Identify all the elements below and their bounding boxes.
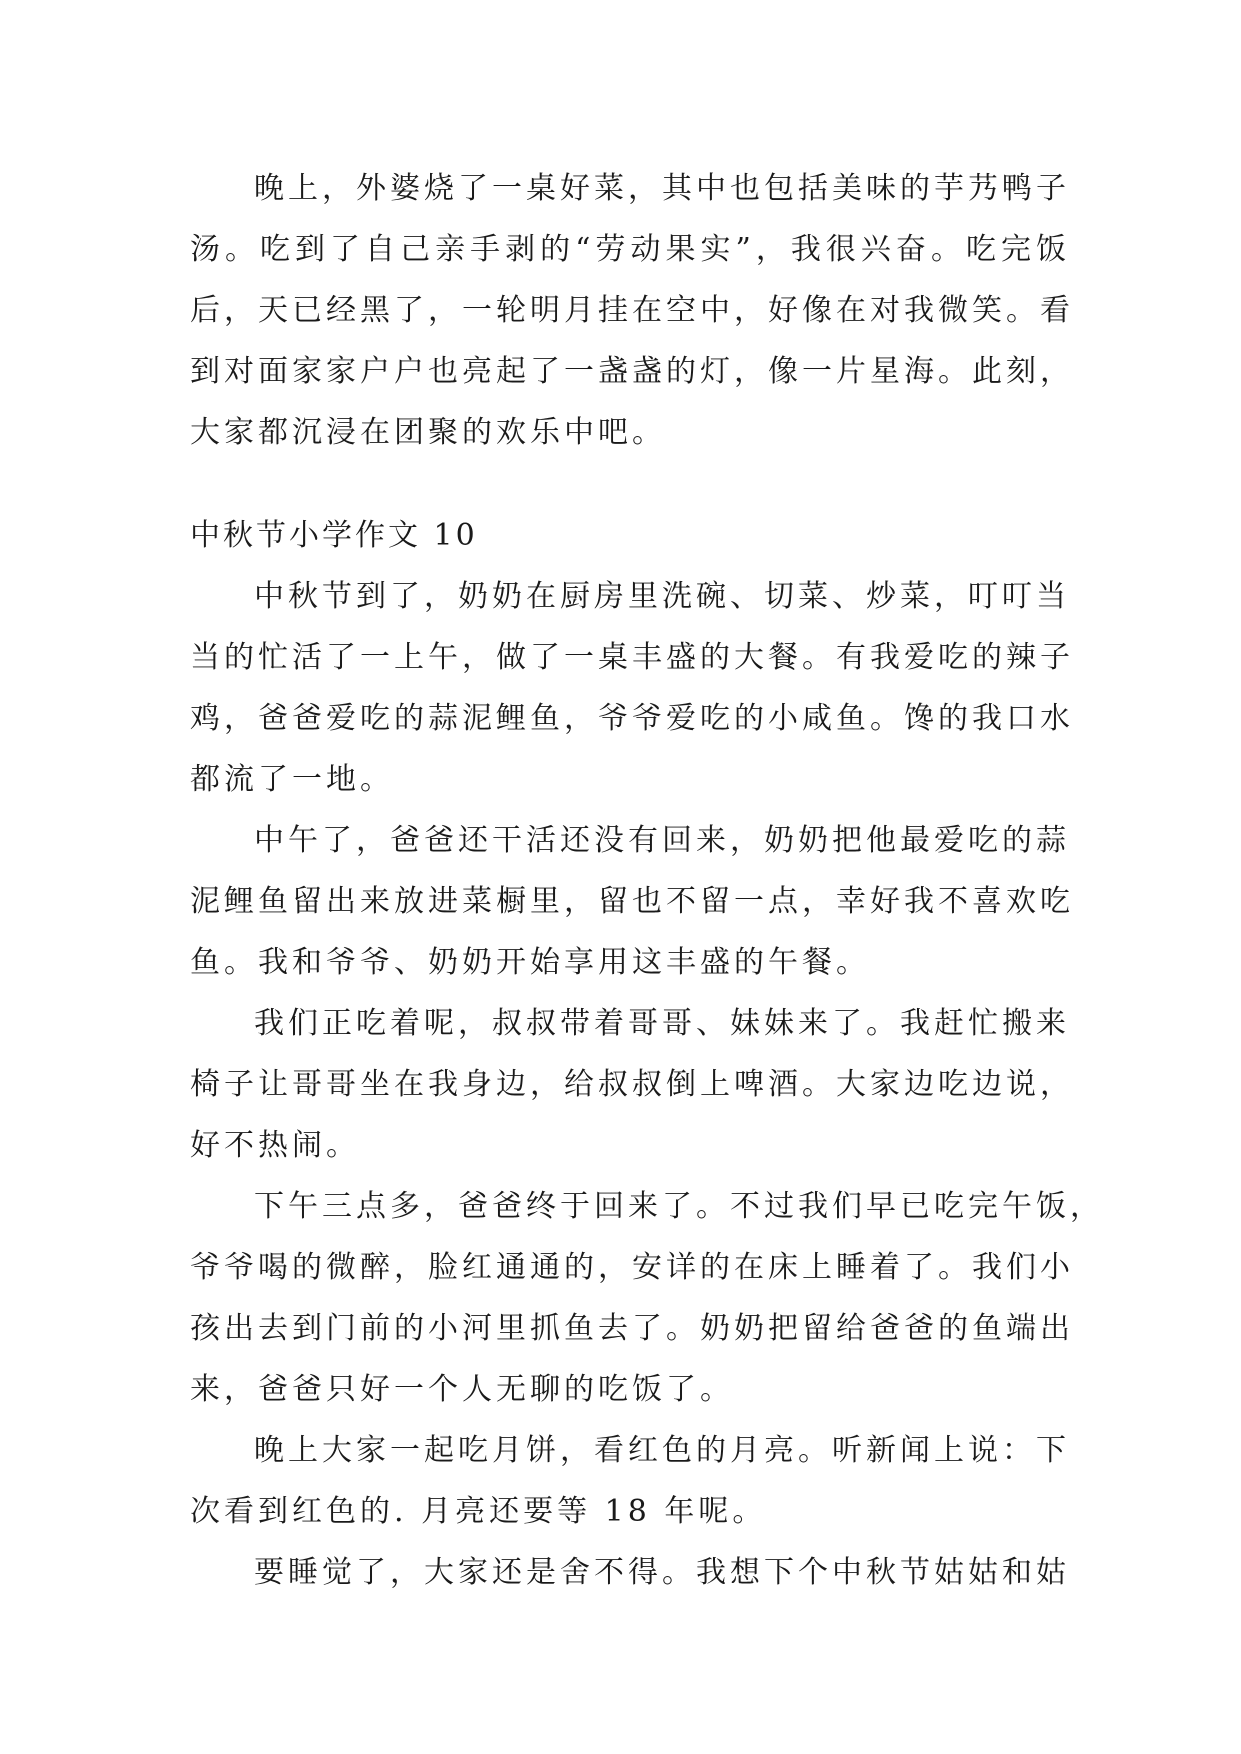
text-line: 都流了一地。 (190, 762, 394, 797)
text-line: 椅子让哥哥坐在我身边，给叔叔倒上啤酒。大家边吃边说， (190, 1067, 1074, 1102)
text-line: 孩出去到门前的小河里抓鱼去了。奶奶把留给爸爸的鱼端出 (190, 1311, 1074, 1346)
text-line: 要睡觉了，大家还是舍不得。我想下个中秋节姑姑和姑 (254, 1555, 1070, 1590)
paragraph (190, 1542, 1070, 1603)
text-line: 来，爸爸只好一个人无聊的吃饭了。 (190, 1372, 734, 1407)
text-line: 汤。吃到了自己亲手剥的“劳动果实”，我很兴奋。吃完饭 (190, 232, 1070, 267)
paragraph (190, 810, 1074, 993)
text-line: 中午了，爸爸还干活还没有回来，奶奶把他最爱吃的蒜 (254, 823, 1070, 858)
text-line: 后，天已经黑了，一轮明月挂在空中，好像在对我微笑。看 (190, 293, 1074, 328)
paragraph (190, 566, 1074, 810)
paragraph (190, 993, 1074, 1176)
paragraph-dinner (190, 158, 1074, 463)
text-line: 当的忙活了一上午，做了一桌丰盛的大餐。有我爱吃的辣子 (190, 640, 1074, 675)
text-line: 晚上大家一起吃月饼，看红色的月亮。听新闻上说：下 (254, 1433, 1070, 1468)
text-line: 鱼。我和爷爷、奶奶开始享用这丰盛的午餐。 (190, 945, 870, 980)
text-line: 泥鲤鱼留出来放进菜橱里，留也不留一点，幸好我不喜欢吃 (190, 884, 1074, 919)
text-line: 好不热闹。 (190, 1128, 360, 1163)
text-line: 鸡，爸爸爱吃的蒜泥鲤鱼，爷爷爱吃的小咸鱼。馋的我口水 (190, 701, 1074, 736)
text-line: 我们正吃着呢，叔叔带着哥哥、妹妹来了。我赶忙搬来 (254, 1006, 1070, 1041)
essay-body (190, 566, 1104, 1603)
text-line: 中秋节到了，奶奶在厨房里洗碗、切菜、炒菜，叮叮当 (254, 579, 1070, 614)
text-line: 下午三点多，爸爸终于回来了。不过我们早已吃完午饭， (254, 1189, 1104, 1224)
paragraph (190, 1420, 1070, 1542)
text-line: 次看到红色的. 月亮还要等 18 年呢。 (190, 1494, 767, 1529)
paragraph (190, 1176, 1104, 1420)
text-line: 到对面家家户户也亮起了一盏盏的灯，像一片星海。此刻， (190, 354, 1074, 389)
text-line: 大家都沉浸在团聚的欢乐中吧。 (190, 415, 666, 450)
text-line: 爷爷喝的微醉，脸红通通的，安详的在床上睡着了。我们小 (190, 1250, 1074, 1285)
text-line: 晚上，外婆烧了一桌好菜，其中也包括美味的芋艿鸭子 (254, 171, 1070, 206)
section-heading: 中秋节小学作文 10 (190, 518, 478, 553)
